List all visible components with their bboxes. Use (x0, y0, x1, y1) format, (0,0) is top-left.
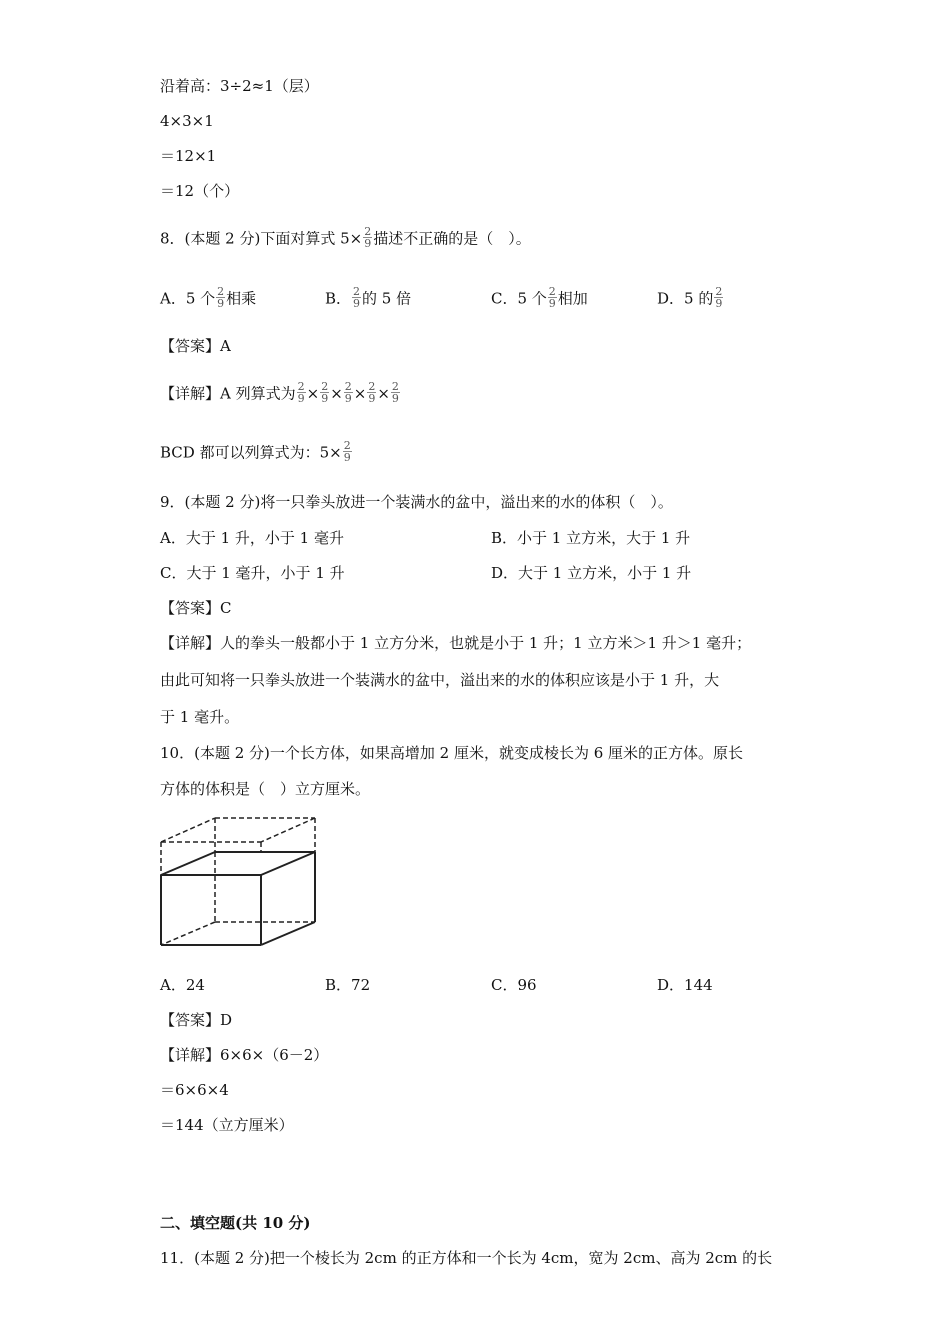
q10-detail1: 【详解】6×6×（6－2） (160, 1046, 329, 1064)
q8-option-b: B． $\frac{2}{9}$ 的 5 倍 (325, 285, 412, 310)
section-title: 二、填空题(共 10 分) (160, 1214, 311, 1232)
q10-option-b: B．72 (325, 976, 371, 994)
q11-stem: 11．(本题 2 分)把一个棱长为 2cm 的正方体和一个长为 4cm，宽为 2cm、高为 2cm 的长 (160, 1249, 773, 1267)
q8-option-c: C．5 个 $\frac{2}{9}$ 相加 (491, 285, 588, 310)
cuboid-figure (155, 812, 325, 952)
q7-line2: 4×3×1 (160, 112, 214, 130)
q10-answer: 【答案】D (160, 1011, 233, 1029)
q7-line1: 沿着高：3÷2≈1（层） (160, 77, 319, 95)
q7-line4: ＝12（个） (160, 182, 240, 200)
q10-detail3: ＝144（立方厘米） (160, 1116, 294, 1134)
q8-option-d: D．5 的 $\frac{2}{9}$ (657, 285, 723, 310)
q8-detail: 【详解】A 列算式为 $\frac{2}{9}$ × $\frac{2}{9}$ × $\frac{2}{9}$ × $\frac{2}{9}$ × $\frac{2}{9}$ (160, 380, 399, 405)
fraction-2-9: $\frac{2}{9}$ (364, 225, 372, 250)
q9-answer: 【答案】C (160, 599, 232, 617)
q9-detail3: 于 1 毫升。 (160, 708, 240, 726)
q10-stem2: 方体的体积是（ ）立方厘米。 (160, 780, 371, 798)
q8-answer: 【答案】A (160, 337, 231, 355)
q10-stem1: 10．(本题 2 分)一个长方体，如果高增加 2 厘米，就变成棱长为 6 厘米的正方体。原长 (160, 744, 744, 762)
q8-option-a: A．5 个 $\frac{2}{9}$ 相乘 (160, 285, 257, 310)
q10-option-c: C．96 (491, 976, 537, 994)
q9-detail2: 由此可知将一只拳头放进一个装满水的盆中，溢出来的水的体积应该是小于 1 升，大 (160, 671, 720, 689)
q9-option-b: B．小于 1 立方米，大于 1 升 (491, 529, 691, 547)
q8-stem: 8．(本题 2 分)下面对算式 5× $\frac{2}{9}$ 描述不正确的是（ ）。 (160, 225, 531, 250)
q10-option-d: D．144 (657, 976, 713, 994)
q9-option-c: C．大于 1 毫升，小于 1 升 (160, 564, 345, 582)
q9-option-a: A．大于 1 升，小于 1 毫升 (160, 529, 344, 547)
q9-detail1: 【详解】人的拳头一般都小于 1 立方分米，也就是小于 1 升；1 立方米＞1 升＞1 毫升； (160, 634, 752, 652)
q8-detail2: BCD 都可以列算式为：5× $\frac{2}{9}$ (160, 439, 351, 464)
q10-option-a: A．24 (160, 976, 205, 994)
q9-stem: 9．(本题 2 分)将一只拳头放进一个装满水的盆中，溢出来的水的体积（ ）。 (160, 493, 673, 511)
q10-detail2: ＝6×6×4 (160, 1081, 229, 1099)
q7-line3: ＝12×1 (160, 147, 217, 165)
q9-option-d: D．大于 1 立方米，小于 1 升 (491, 564, 692, 582)
